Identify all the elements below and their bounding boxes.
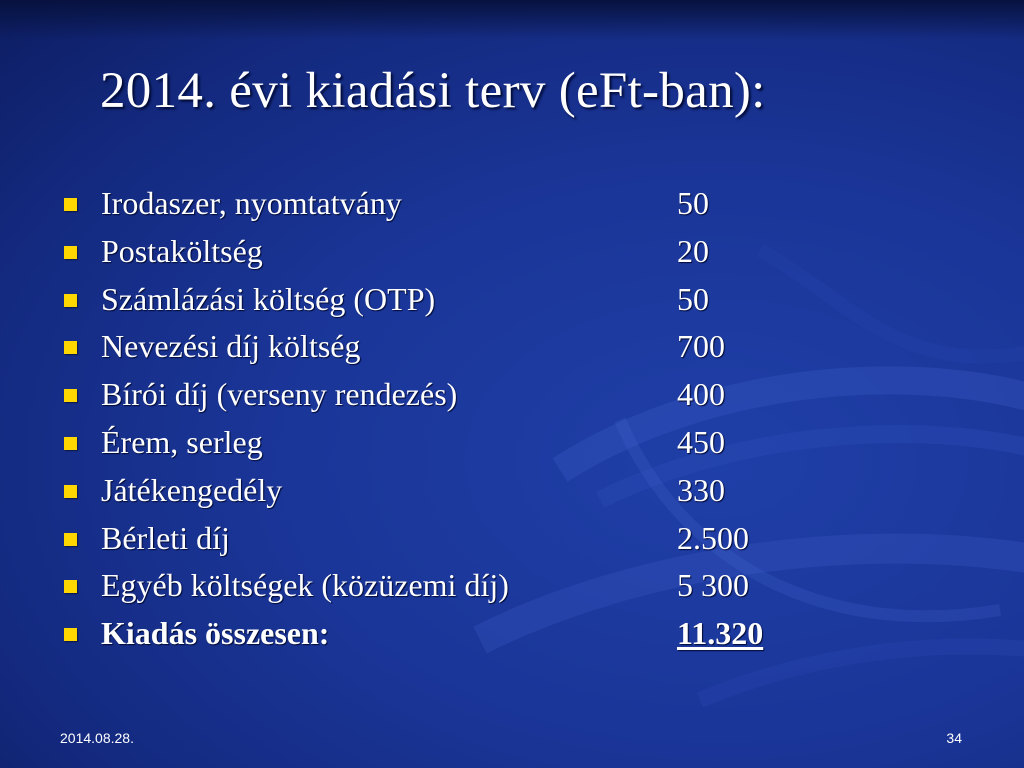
- square-bullet-icon: [64, 341, 77, 354]
- square-bullet-icon: [64, 485, 77, 498]
- expense-value: 50: [677, 280, 709, 317]
- expense-label: Játékengedély: [101, 471, 283, 508]
- slide-title: 2014. évi kiadási terv (eFt-ban):: [100, 63, 766, 119]
- total-label: Kiadás összesen:: [101, 615, 330, 652]
- square-bullet-icon: [64, 246, 77, 259]
- expense-item: [64, 228, 964, 276]
- expense-label: Bírói díj (verseny rendezés): [101, 376, 458, 413]
- expense-item: [64, 562, 964, 610]
- expense-item: [64, 371, 964, 419]
- total-value: 11.320: [677, 615, 764, 652]
- expense-item: [64, 323, 964, 371]
- expense-item: [64, 276, 964, 324]
- expense-label: Bérleti díj: [101, 519, 230, 556]
- square-bullet-icon: [64, 389, 77, 402]
- square-bullet-icon: [64, 628, 77, 641]
- expense-value: 2.500: [677, 519, 749, 556]
- expense-label: Irodaszer, nyomtatvány: [101, 185, 402, 221]
- expense-item: [64, 180, 964, 228]
- square-bullet-icon: [64, 533, 77, 546]
- expense-value: 450: [677, 423, 725, 460]
- expense-list: [64, 180, 964, 658]
- expense-item: [64, 467, 964, 515]
- expense-value: 50: [677, 185, 709, 221]
- square-bullet-icon: [64, 437, 77, 450]
- page-number: 34: [946, 730, 962, 746]
- expense-value: 700: [677, 328, 725, 365]
- expense-label: Egyéb költségek (közüzemi díj): [101, 567, 509, 604]
- square-bullet-icon: [64, 580, 77, 593]
- expense-label: Nevezési díj költség: [101, 328, 361, 365]
- expense-value: 400: [677, 376, 725, 413]
- expense-value: 20: [677, 232, 709, 269]
- footer-date: 2014.08.28.: [60, 730, 134, 746]
- expense-label: Számlázási költség (OTP): [101, 280, 436, 317]
- expense-value: 5 300: [677, 567, 749, 604]
- square-bullet-icon: [64, 294, 77, 307]
- expense-value: 330: [677, 471, 725, 508]
- expense-label: Érem, serleg: [101, 423, 263, 460]
- expense-item: [64, 515, 964, 563]
- square-bullet-icon: [64, 198, 77, 211]
- expense-item: [64, 419, 964, 467]
- expense-label: Postaköltség: [101, 232, 263, 269]
- expense-total-row: [64, 610, 964, 658]
